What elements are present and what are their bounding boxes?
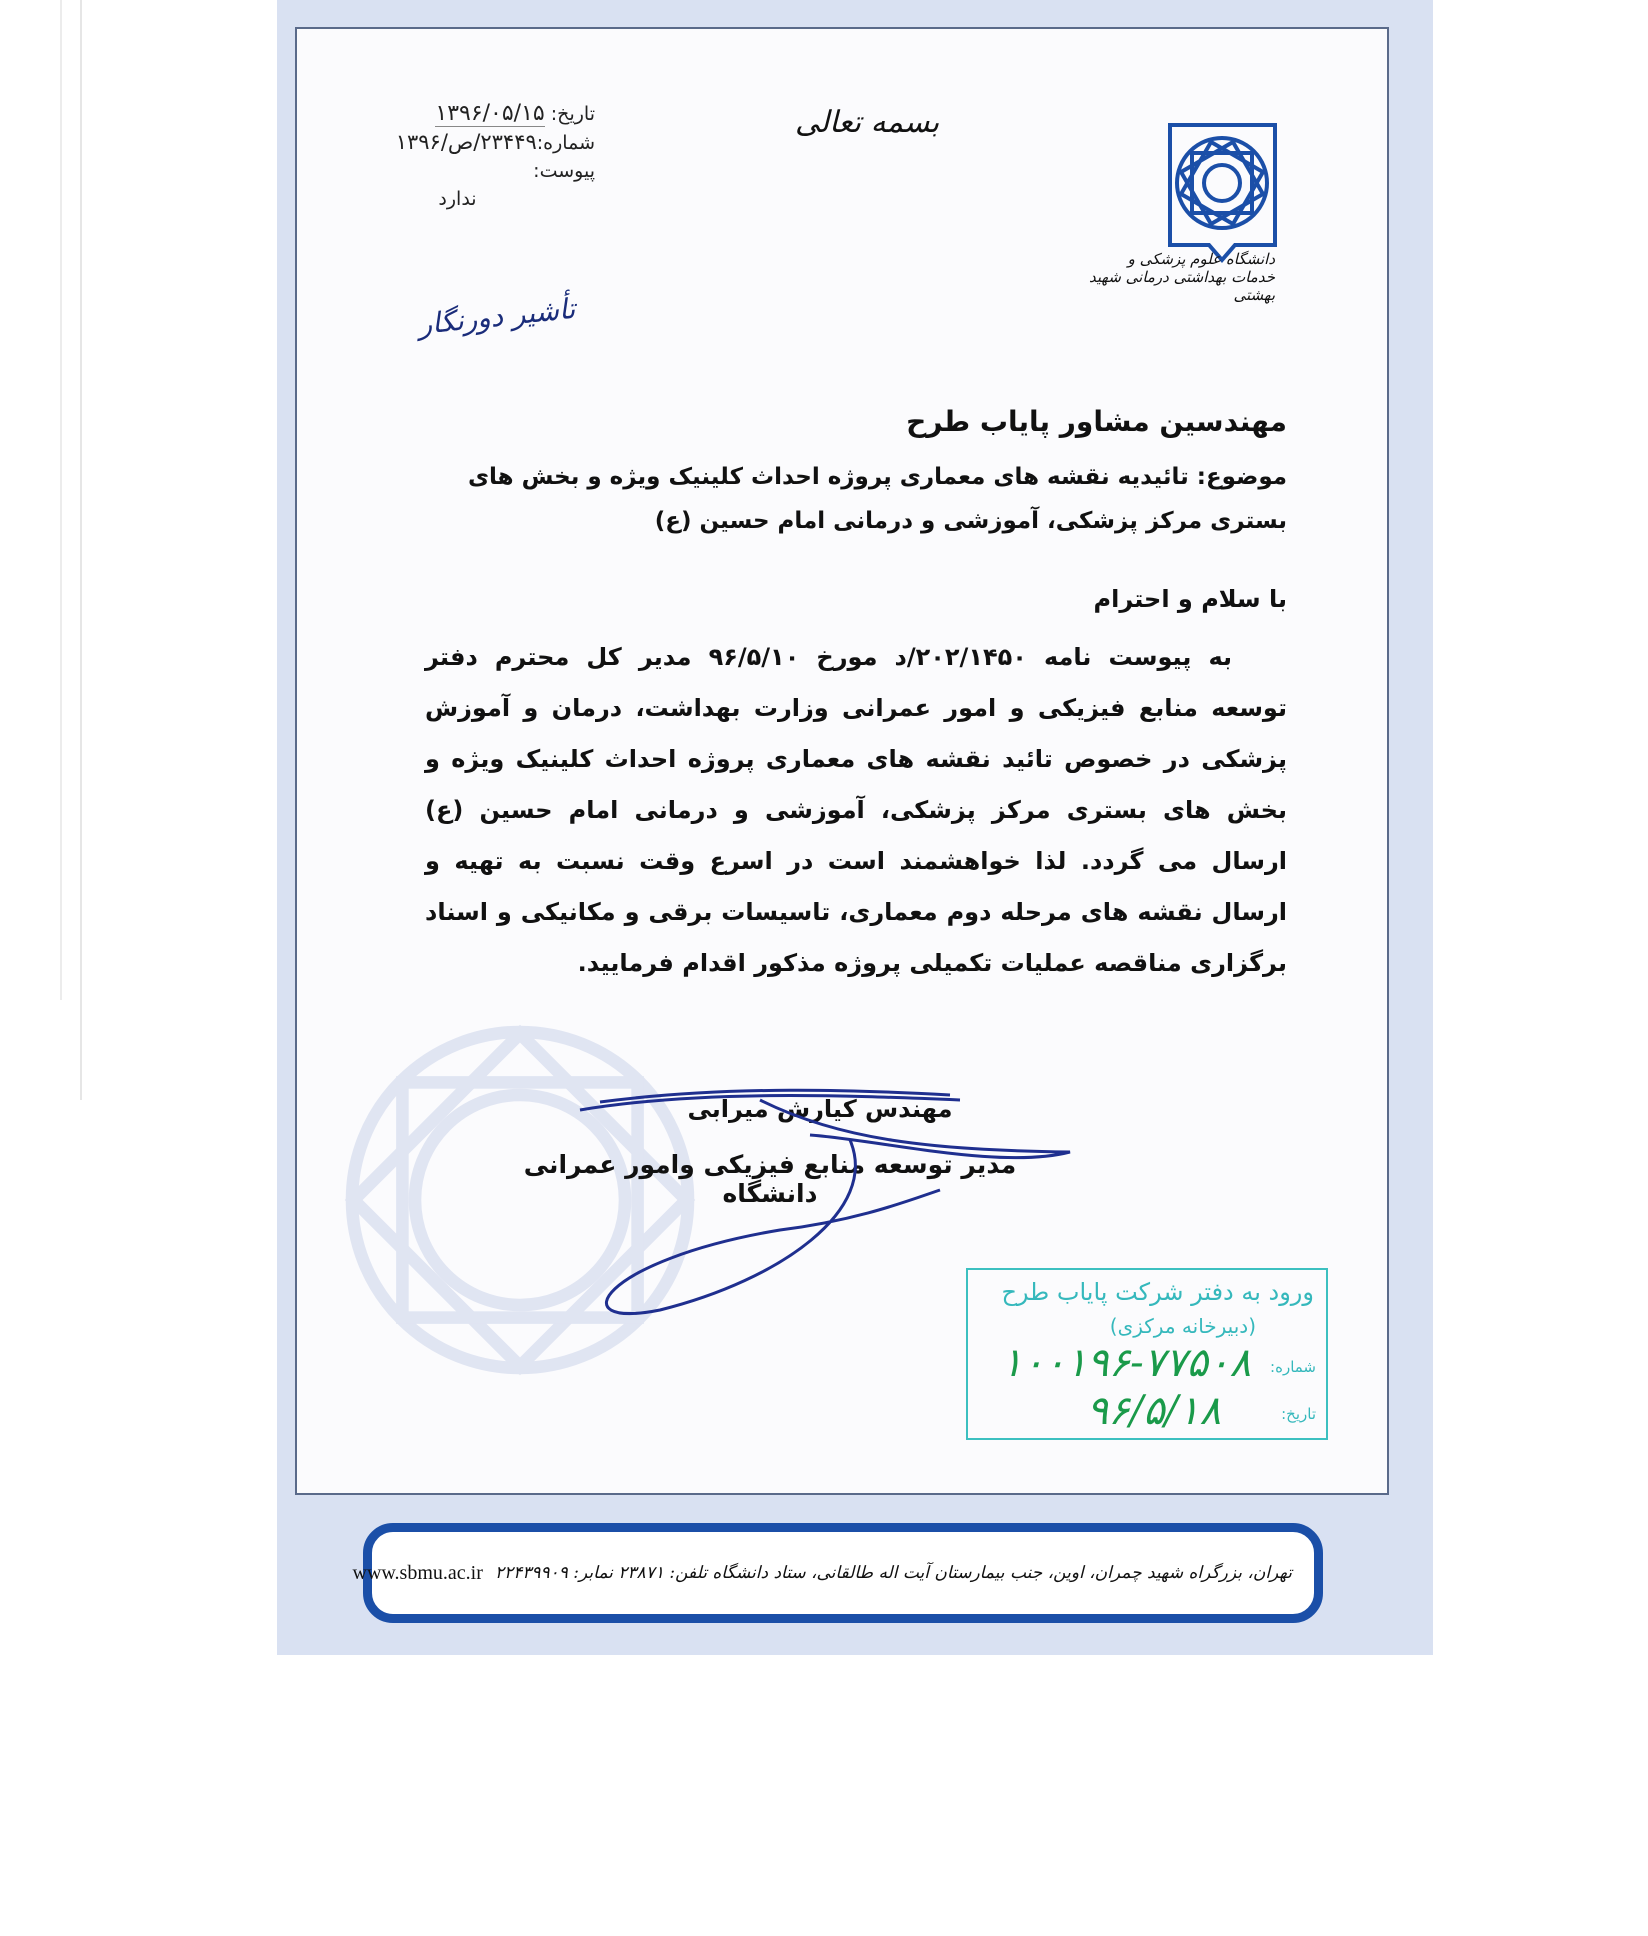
footer-website: www.sbmu.ac.ir — [352, 1561, 483, 1584]
adjacent-page-edge — [60, 0, 62, 1000]
stamp-date-label: تاریخ: — [1281, 1405, 1316, 1423]
date-label: تاریخ: — [550, 103, 595, 125]
handwritten-note: تأشیر دورنگار — [416, 291, 577, 342]
stamp-number-label: شماره: — [1270, 1358, 1316, 1376]
bismillah: بسمه تعالی — [795, 105, 940, 140]
university-logo-text: دانشگاه علوم پزشکی و خدمات بهداشتی درمانی شهید بهشتی — [1089, 250, 1275, 304]
recipient: مهندسین مشاور پایاب طرح — [906, 405, 1287, 438]
letter-body: به پیوست نامه ۲۰۲/۱۴۵۰/د مورخ ۹۶/۵/۱۰ مدیر کل محترم دفتر توسعه منابع فیزیکی و امور عمرانی وزارت بهداشت، درمان و آموزش پزشکی در خصوص تائید نقشه های معماری پروژه احداث کلینیک ویژه و بخش های بستری مرکز پزشکی، آموزشی و درمانی امام حسین (ع) ارسال می گردد. لذا خواهشمند است در اسرع وقت نسبت به تهیه و ارسال نقشه های مرحله دوم معماری، تاسیسات برقی و مکانیکی و اسناد برگزاری مناقصه عملیات تکمیلی پروژه مذکور اقدام فرمایید. — [425, 643, 1287, 977]
signer-title: مدیر توسعه منابع فیزیکی وامور عمرانی دانشگاه — [523, 1150, 1017, 1208]
receipt-stamp — [966, 1268, 1328, 1440]
signer-name: مهندس کیارش میرابی — [687, 1095, 953, 1123]
greeting: با سلام و احترام — [1093, 585, 1287, 613]
letter-reference-block — [350, 100, 595, 213]
footer-address: تهران، بزرگراه شهید چمران، اوین، جنب بیمارستان آیت اله طالقانی، ستاد دانشگاه تلفن: ۲۳۸۷۱ نمابر: ۲۲۴۳۹۹۰۹ — [494, 1563, 1292, 1583]
number-label: شماره: — [536, 132, 595, 154]
stamp-number-value: ۱۰۰۱۹۶-۷۷۵۰۸ — [1001, 1340, 1251, 1386]
footer-address-bar — [352, 1523, 1323, 1623]
attachment-label: پیوست: — [533, 160, 595, 182]
stamp-subtitle: (دبیرخانه مرکزی) — [1109, 1314, 1256, 1338]
number-value: ۲۳۴۴۹/ص/۱۳۹۶ — [395, 130, 537, 154]
date-value: ۱۳۹۶/۰۵/۱۵ — [435, 101, 545, 126]
adjacent-page-edge — [0, 0, 82, 1100]
subject: موضوع: تائیدیه نقشه های معماری پروژه احداث کلینیک ویژه و بخش های بستری مرکز پزشکی، آموزشی و درمانی امام حسین (ع) — [467, 464, 1287, 534]
stamp-date-value: ۹۶/۵/۱۸ — [1086, 1388, 1221, 1434]
stamp-title: ورود به دفتر شرکت پایاب طرح — [1001, 1278, 1314, 1306]
attachment-value: ندارد — [438, 188, 477, 210]
